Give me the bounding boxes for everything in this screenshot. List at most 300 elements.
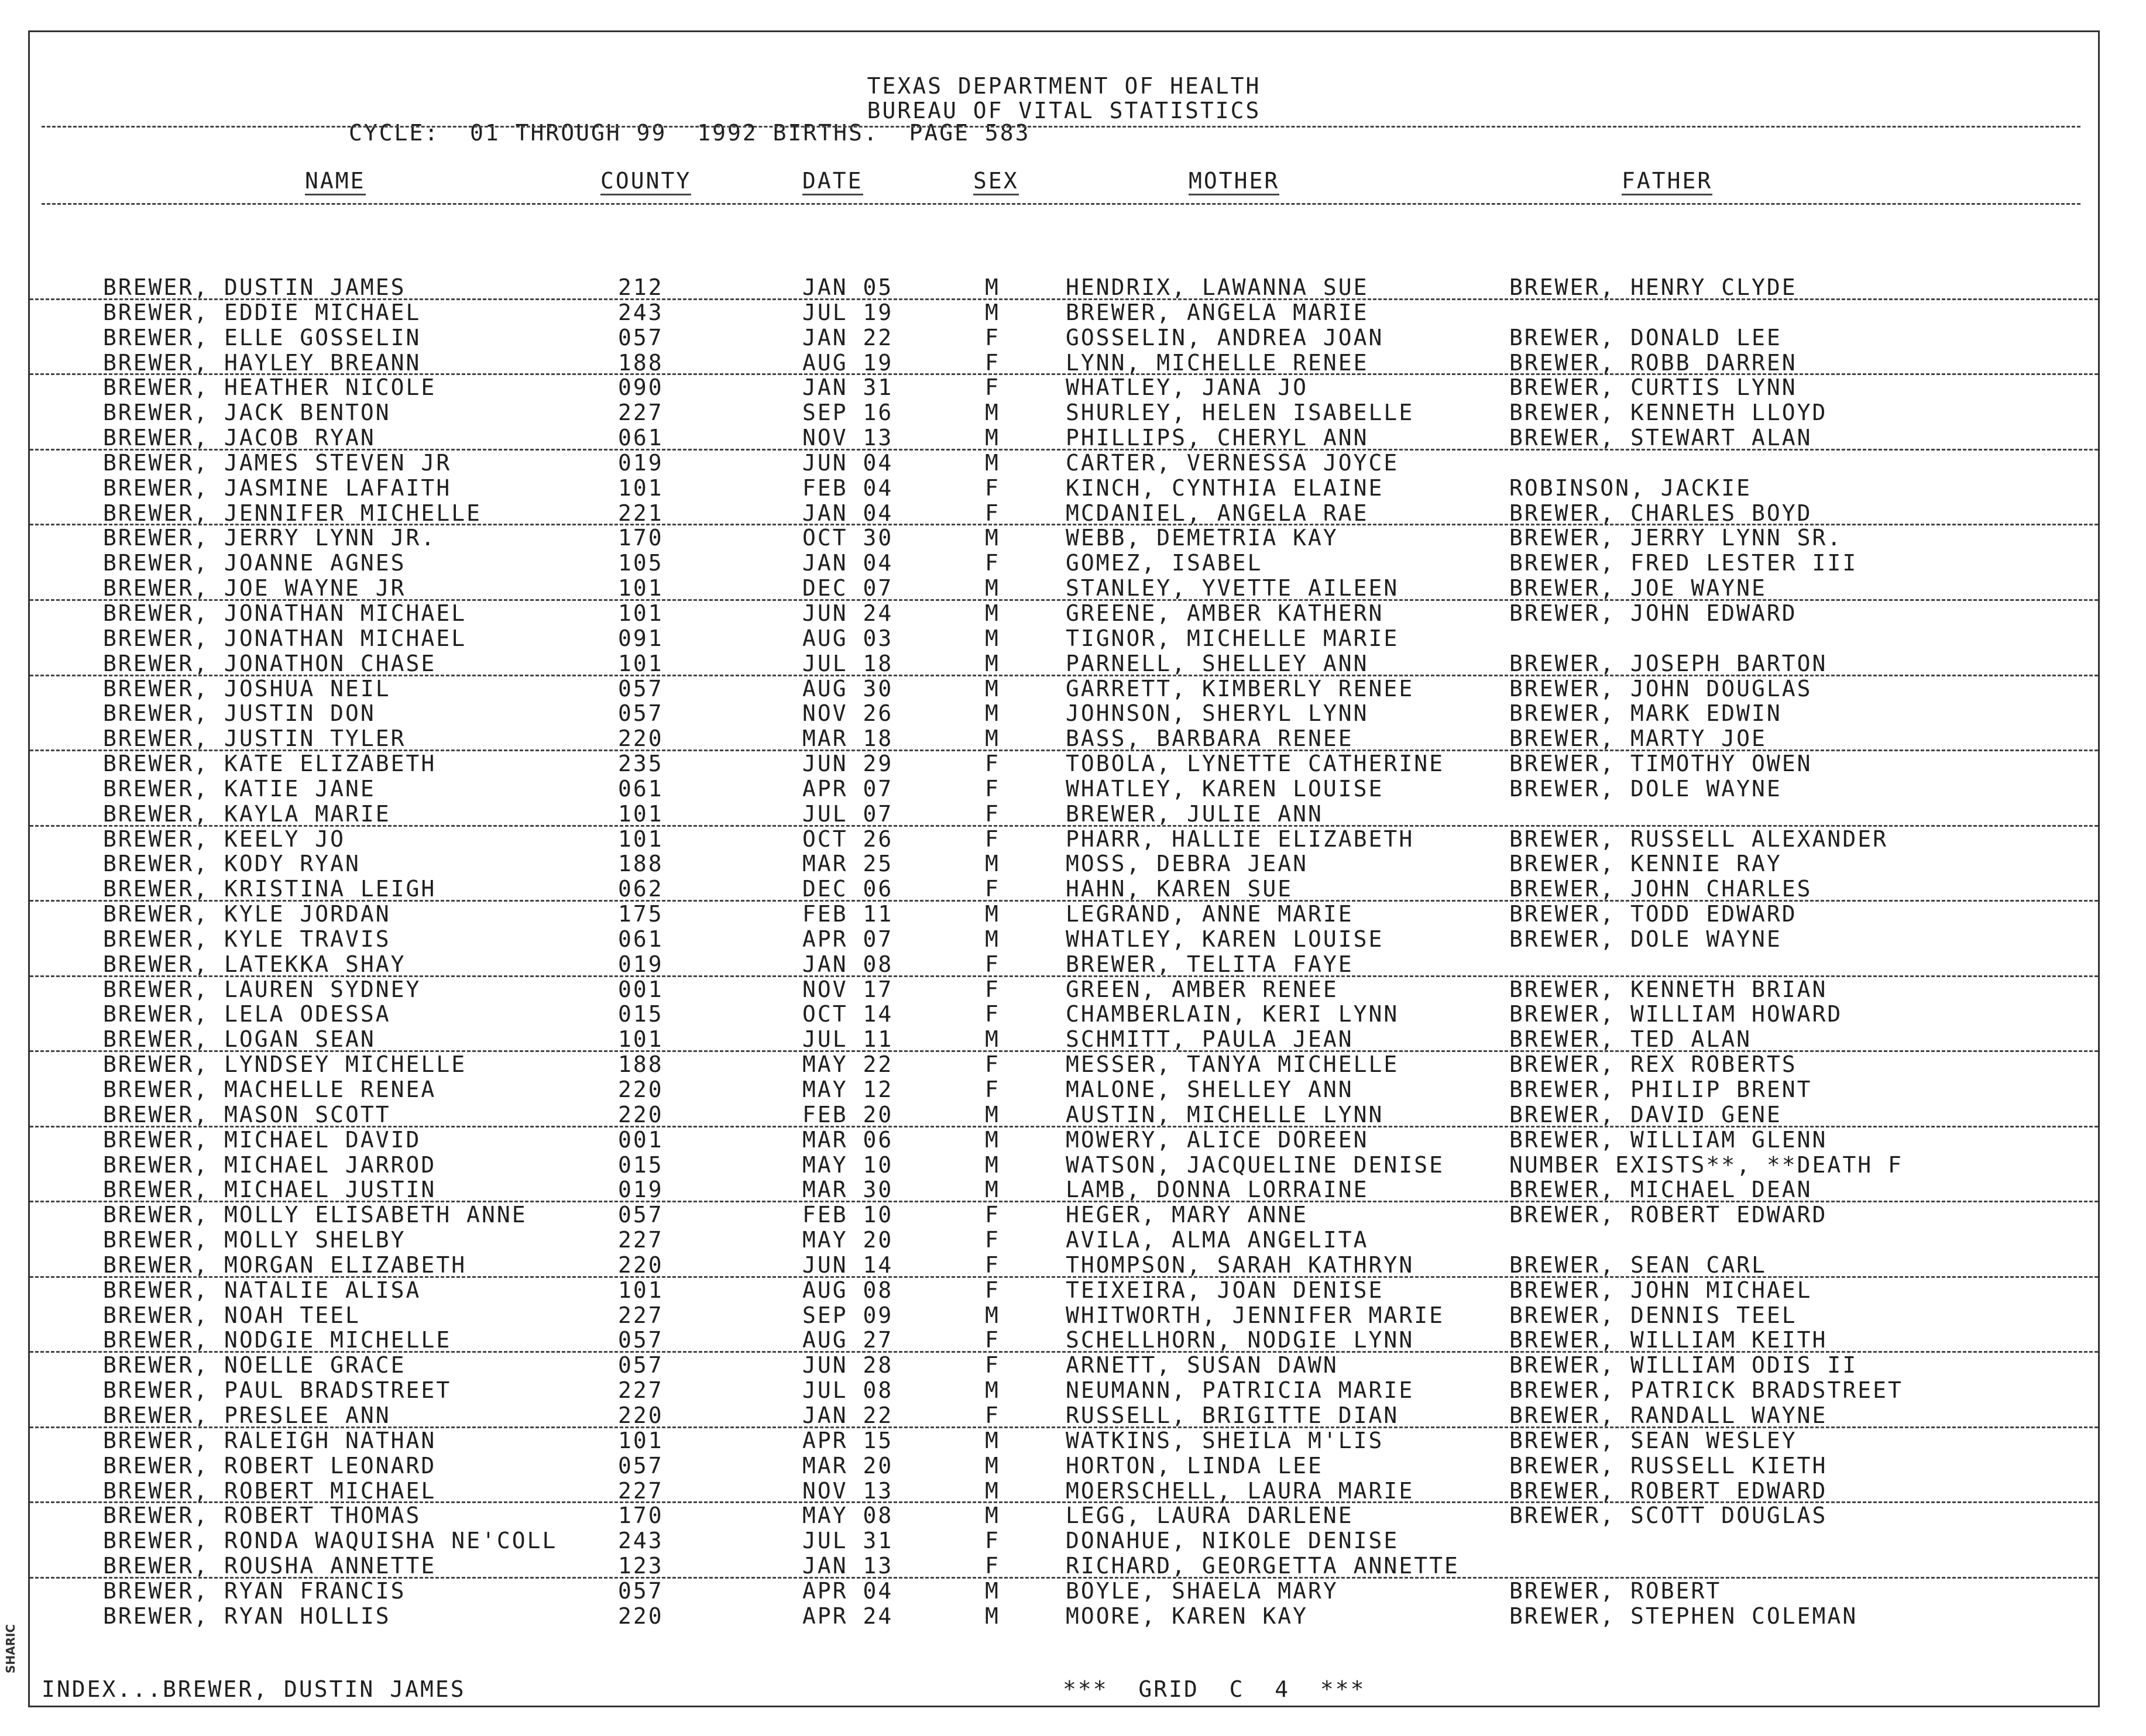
table-row — [30, 1328, 2098, 1353]
cell-name: BREWER, NATALIE ALISA — [103, 1277, 421, 1303]
table-row — [30, 1403, 2098, 1428]
cell-sex: M — [985, 901, 1000, 927]
cell-mother: GREENE, AMBER KATHERN — [1066, 600, 1384, 626]
cell-county: 091 — [618, 625, 664, 651]
cell-county: 227 — [618, 1302, 664, 1328]
cell-name: BREWER, RYAN FRANCIS — [103, 1577, 406, 1604]
cell-father: BREWER, ROBERT — [1509, 1577, 1722, 1604]
cell-county: 101 — [618, 475, 664, 501]
cell-sex: F — [985, 500, 1000, 526]
cell-name: BREWER, JACOB RYAN — [103, 425, 376, 451]
cell-father: BREWER, PATRICK BRADSTREET — [1509, 1377, 1903, 1404]
cell-mother: JOHNSON, SHERYL LYNN — [1066, 700, 1369, 727]
table-row — [30, 977, 2098, 1002]
cell-name: BREWER, MICHAEL JARROD — [103, 1151, 437, 1178]
cell-date: JAN 08 — [802, 951, 894, 977]
cell-county: 101 — [618, 1427, 664, 1453]
table-row — [30, 802, 2098, 827]
cell-date: FEB 10 — [802, 1202, 894, 1228]
cell-father: BREWER, RANDALL WAYNE — [1509, 1402, 1828, 1428]
table-row — [30, 350, 2098, 376]
cell-date: AUG 19 — [802, 349, 894, 376]
cell-father: BREWER, RUSSELL ALEXANDER — [1509, 826, 1888, 852]
cell-date: APR 07 — [802, 926, 894, 952]
cell-mother: KINCH, CYNTHIA ELAINE — [1066, 475, 1384, 501]
table-row — [30, 1253, 2098, 1278]
cell-father: BREWER, STEPHEN COLEMAN — [1509, 1603, 1858, 1629]
cell-sex: F — [985, 951, 1000, 977]
cell-sex: M — [985, 1427, 1000, 1453]
cell-sex: M — [985, 625, 1000, 651]
table-row — [30, 952, 2098, 977]
cell-mother: BREWER, ANGELA MARIE — [1066, 299, 1369, 325]
table-row — [30, 1303, 2098, 1328]
cell-name: BREWER, MICHAEL JUSTIN — [103, 1177, 437, 1203]
cell-county: 105 — [618, 550, 664, 576]
table-row — [30, 601, 2098, 626]
table-row — [30, 726, 2098, 751]
cell-name: BREWER, ROBERT MICHAEL — [103, 1477, 437, 1504]
cell-mother: GREEN, AMBER RENEE — [1066, 976, 1338, 1002]
cell-father: BREWER, MARK EDWIN — [1509, 700, 1782, 727]
cell-mother: PHILLIPS, CHERYL ANN — [1066, 425, 1369, 451]
cell-father: BREWER, JOHN MICHAEL — [1509, 1277, 1812, 1303]
cell-sex: F — [985, 751, 1000, 777]
cell-date: MAR 30 — [802, 1177, 894, 1203]
column-header-mother: MOTHER — [1189, 168, 1279, 195]
cell-sex: M — [985, 1477, 1000, 1504]
cell-father: BREWER, JOSEPH BARTON — [1509, 650, 1828, 676]
cell-mother: ARNETT, SUSAN DAWN — [1066, 1352, 1338, 1379]
cell-date: AUG 08 — [802, 1277, 894, 1303]
table-row — [30, 851, 2098, 876]
cell-name: BREWER, ROUSHA ANNETTE — [103, 1553, 437, 1579]
cell-date: APR 24 — [802, 1603, 894, 1629]
table-row — [30, 1604, 2098, 1629]
cell-county: 220 — [618, 1077, 664, 1102]
cell-date: MAY 12 — [802, 1077, 894, 1102]
cell-father: BREWER, TODD EDWARD — [1509, 901, 1797, 927]
cell-father: BREWER, MARTY JOE — [1509, 726, 1767, 752]
cell-mother: AUSTIN, MICHELLE LYNN — [1066, 1101, 1384, 1127]
cell-date: SEP 16 — [802, 400, 894, 426]
cell-name: BREWER, LYNDSEY MICHELLE — [103, 1051, 467, 1078]
cell-mother: GARRETT, KIMBERLY RENEE — [1066, 675, 1414, 702]
cell-father: BREWER, SEAN CARL — [1509, 1252, 1767, 1278]
cell-father: BREWER, DAVID GENE — [1509, 1101, 1782, 1127]
cell-date: JAN 04 — [802, 500, 894, 526]
cell-father: BREWER, JOE WAYNE — [1509, 575, 1767, 601]
cell-date: DEC 07 — [802, 575, 894, 601]
table-row — [30, 425, 2098, 451]
cell-mother: GOMEZ, ISABEL — [1066, 550, 1263, 576]
table-row — [30, 551, 2098, 576]
cell-date: MAY 10 — [802, 1151, 894, 1178]
cell-mother: BASS, BARBARA RENEE — [1066, 726, 1354, 752]
cell-father: BREWER, TED ALAN — [1509, 1026, 1752, 1053]
cell-sex: F — [985, 876, 1000, 902]
cell-county: 057 — [618, 324, 664, 350]
cell-name: BREWER, JERRY LYNN JR. — [103, 525, 437, 551]
cell-date: JAN 22 — [802, 324, 894, 350]
table-row — [30, 751, 2098, 776]
cell-sex: M — [985, 1302, 1000, 1328]
table-row — [30, 275, 2098, 300]
table-row — [30, 902, 2098, 927]
cell-date: OCT 30 — [802, 525, 894, 551]
cell-name: BREWER, JOANNE AGNES — [103, 550, 406, 576]
cell-county: 188 — [618, 349, 664, 376]
cell-county: 101 — [618, 650, 664, 676]
cell-county: 061 — [618, 926, 664, 952]
register-page — [28, 30, 2100, 1707]
cell-sex: M — [985, 274, 1000, 300]
cell-name: BREWER, LATEKKA SHAY — [103, 951, 406, 977]
table-row — [30, 1202, 2098, 1228]
cell-sex: M — [985, 600, 1000, 626]
cell-sex: F — [985, 1202, 1000, 1228]
cell-sex: M — [985, 700, 1000, 727]
cell-father: BREWER, WILLIAM KEITH — [1509, 1327, 1828, 1353]
cell-name: BREWER, RYAN HOLLIS — [103, 1603, 391, 1629]
cell-date: NOV 17 — [802, 976, 894, 1002]
cell-sex: M — [985, 1377, 1000, 1404]
cell-sex: F — [985, 1077, 1000, 1102]
cell-sex: M — [985, 449, 1000, 476]
cell-date: OCT 26 — [802, 826, 894, 852]
cell-sex: M — [985, 650, 1000, 676]
cell-mother: HORTON, LINDA LEE — [1066, 1452, 1323, 1479]
cell-date: JUL 19 — [802, 299, 894, 325]
cell-county: 001 — [618, 1126, 664, 1153]
cell-sex: F — [985, 800, 1000, 827]
cell-sex: F — [985, 1051, 1000, 1078]
side-label: SHARIC — [4, 1624, 18, 1673]
cell-name: BREWER, JONATHAN MICHAEL — [103, 625, 467, 651]
cell-mother: PARNELL, SHELLEY ANN — [1066, 650, 1369, 676]
cell-mother: TIGNOR, MICHELLE MARIE — [1066, 625, 1399, 651]
cell-father: BREWER, STEWART ALAN — [1509, 425, 1812, 451]
cell-mother: DONAHUE, NIKOLE DENISE — [1066, 1528, 1399, 1554]
table-row — [30, 1228, 2098, 1253]
cell-date: DEC 06 — [802, 876, 894, 902]
table-row — [30, 1153, 2098, 1178]
cell-mother: MALONE, SHELLEY ANN — [1066, 1077, 1354, 1102]
table-row — [30, 1278, 2098, 1303]
cell-mother: MESSER, TANYA MICHELLE — [1066, 1051, 1399, 1078]
cell-name: BREWER, JAMES STEVEN JR — [103, 449, 452, 476]
table-row — [30, 451, 2098, 476]
cell-sex: F — [985, 374, 1000, 401]
divider — [42, 203, 2080, 205]
cell-county: 212 — [618, 274, 664, 300]
table-row — [30, 651, 2098, 676]
cell-name: BREWER, JOE WAYNE JR — [103, 575, 406, 601]
cell-date: NOV 13 — [802, 1477, 894, 1504]
cell-date: FEB 11 — [802, 901, 894, 927]
cell-mother: WATSON, JACQUELINE DENISE — [1066, 1151, 1444, 1178]
cell-father: BREWER, KENNETH LLOYD — [1509, 400, 1828, 426]
cell-county: 061 — [618, 775, 664, 802]
cell-father: NUMBER EXISTS**, **DEATH F — [1509, 1151, 1903, 1178]
cell-county: 015 — [618, 1151, 664, 1178]
cell-name: BREWER, JUSTIN DON — [103, 700, 376, 727]
cell-mother: GOSSELIN, ANDREA JOAN — [1066, 324, 1384, 350]
cell-county: 057 — [618, 1327, 664, 1353]
cell-father: BREWER, JOHN DOUGLAS — [1509, 675, 1812, 702]
cell-sex: M — [985, 1126, 1000, 1153]
table-row — [30, 576, 2098, 601]
cell-county: 227 — [618, 1227, 664, 1253]
table-row — [30, 776, 2098, 802]
cell-father: BREWER, JERRY LYNN SR. — [1509, 525, 1843, 551]
cell-sex: F — [985, 775, 1000, 802]
cell-county: 227 — [618, 1377, 664, 1404]
cell-county: 061 — [618, 425, 664, 451]
cell-county: 101 — [618, 1026, 664, 1053]
cell-name: BREWER, MOLLY SHELBY — [103, 1227, 406, 1253]
cell-name: BREWER, KODY RYAN — [103, 851, 360, 877]
cell-date: JUN 14 — [802, 1252, 894, 1278]
cell-father: BREWER, PHILIP BRENT — [1509, 1077, 1812, 1102]
cell-father: BREWER, CURTIS LYNN — [1509, 374, 1797, 401]
cell-county: 188 — [618, 851, 664, 877]
cell-father: BREWER, ROBERT EDWARD — [1509, 1202, 1828, 1228]
cell-sex: F — [985, 324, 1000, 350]
cell-name: BREWER, KYLE JORDAN — [103, 901, 391, 927]
cell-date: MAR 18 — [802, 726, 894, 752]
cell-mother: THOMPSON, SARAH KATHRYN — [1066, 1252, 1414, 1278]
cell-mother: RUSSELL, BRIGITTE DIAN — [1066, 1402, 1399, 1428]
cell-name: BREWER, DUSTIN JAMES — [103, 274, 406, 300]
divider — [42, 126, 2080, 128]
cell-sex: F — [985, 976, 1000, 1002]
cell-county: 019 — [618, 951, 664, 977]
cell-county: 101 — [618, 600, 664, 626]
cell-mother: NEUMANN, PATRICIA MARIE — [1066, 1377, 1414, 1404]
cell-date: FEB 04 — [802, 475, 894, 501]
cell-mother: WHATLEY, JANA JO — [1066, 374, 1309, 401]
cell-date: JUN 24 — [802, 600, 894, 626]
cell-sex: F — [985, 1227, 1000, 1253]
cell-date: JAN 05 — [802, 274, 894, 300]
table-row — [30, 827, 2098, 852]
cell-sex: M — [985, 525, 1000, 551]
cell-father: BREWER, ROBERT EDWARD — [1509, 1477, 1828, 1504]
cell-name: BREWER, NOAH TEEL — [103, 1302, 360, 1328]
table-row — [30, 1378, 2098, 1403]
cell-mother: MOSS, DEBRA JEAN — [1066, 851, 1309, 877]
cell-sex: M — [985, 1503, 1000, 1529]
cell-father: BREWER, DOLE WAYNE — [1509, 775, 1782, 802]
cell-date: JUN 04 — [802, 449, 894, 476]
cell-father: BREWER, REX ROBERTS — [1509, 1051, 1797, 1078]
cell-sex: F — [985, 550, 1000, 576]
cell-county: 220 — [618, 1603, 664, 1629]
cell-name: BREWER, PAUL BRADSTREET — [103, 1377, 452, 1404]
cell-father: BREWER, DENNIS TEEL — [1509, 1302, 1797, 1328]
cell-date: JAN 04 — [802, 550, 894, 576]
cell-sex: M — [985, 726, 1000, 752]
cell-date: NOV 13 — [802, 425, 894, 451]
cell-name: BREWER, PRESLEE ANN — [103, 1402, 391, 1428]
table-row — [30, 676, 2098, 702]
cell-name: BREWER, EDDIE MICHAEL — [103, 299, 421, 325]
cell-father: BREWER, CHARLES BOYD — [1509, 500, 1812, 526]
cell-name: BREWER, NODGIE MICHELLE — [103, 1327, 452, 1353]
cell-name: BREWER, ROBERT LEONARD — [103, 1452, 437, 1479]
cell-mother: BREWER, JULIE ANN — [1066, 800, 1323, 827]
cell-sex: F — [985, 349, 1000, 376]
cell-father: BREWER, TIMOTHY OWEN — [1509, 751, 1812, 777]
cell-name: BREWER, HAYLEY BREANN — [103, 349, 421, 376]
table-row — [30, 701, 2098, 726]
cell-father: BREWER, ROBB DARREN — [1509, 349, 1797, 376]
cell-name: BREWER, MASON SCOTT — [103, 1101, 391, 1127]
cell-name: BREWER, JASMINE LAFAITH — [103, 475, 452, 501]
cell-date: MAY 22 — [802, 1051, 894, 1078]
cell-county: 123 — [618, 1553, 664, 1579]
table-row — [30, 501, 2098, 526]
cell-date: JUN 28 — [802, 1352, 894, 1379]
cell-mother: TEIXEIRA, JOAN DENISE — [1066, 1277, 1384, 1303]
cell-father: BREWER, WILLIAM HOWARD — [1509, 1001, 1843, 1027]
cell-county: 019 — [618, 1177, 664, 1203]
table-row — [30, 476, 2098, 501]
cell-date: APR 07 — [802, 775, 894, 802]
cell-county: 101 — [618, 800, 664, 827]
cell-name: BREWER, HEATHER NICOLE — [103, 374, 437, 401]
cell-father: BREWER, JOHN EDWARD — [1509, 600, 1797, 626]
table-row — [30, 1127, 2098, 1153]
column-header-county: COUNTY — [600, 168, 691, 195]
cell-name: BREWER, RALEIGH NATHAN — [103, 1427, 437, 1453]
cell-county: 057 — [618, 1452, 664, 1479]
cell-sex: M — [985, 1026, 1000, 1053]
cell-date: FEB 20 — [802, 1101, 894, 1127]
table-row — [30, 1027, 2098, 1052]
table-row — [30, 1553, 2098, 1579]
bureau-title: BUREAU OF VITAL STATISTICS — [867, 98, 1261, 123]
column-header-name: NAME — [305, 168, 366, 195]
cell-mother: WHATLEY, KAREN LOUISE — [1066, 775, 1384, 802]
cell-name: BREWER, LELA ODESSA — [103, 1001, 391, 1027]
cell-county: 243 — [618, 1528, 664, 1554]
cell-mother: SCHELLHORN, NODGIE LYNN — [1066, 1327, 1414, 1353]
cell-date: JUL 11 — [802, 1026, 894, 1053]
cell-father: BREWER, DONALD LEE — [1509, 324, 1782, 350]
table-row — [30, 1353, 2098, 1378]
cell-father: BREWER, HENRY CLYDE — [1509, 274, 1797, 300]
cell-mother: MOORE, KAREN KAY — [1066, 1603, 1309, 1629]
cell-name: BREWER, JONATHON CHASE — [103, 650, 437, 676]
cell-father: BREWER, JOHN CHARLES — [1509, 876, 1812, 902]
cell-name: BREWER, JENNIFER MICHELLE — [103, 500, 482, 526]
cell-mother: AVILA, ALMA ANGELITA — [1066, 1227, 1369, 1253]
cell-date: JUN 29 — [802, 751, 894, 777]
cell-mother: BREWER, TELITA FAYE — [1066, 951, 1354, 977]
records-list — [30, 275, 2098, 1629]
table-row — [30, 1002, 2098, 1027]
cell-sex: M — [985, 1577, 1000, 1604]
cell-mother: CARTER, VERNESSA JOYCE — [1066, 449, 1399, 476]
cell-county: 220 — [618, 1402, 664, 1428]
cell-sex: F — [985, 1327, 1000, 1353]
table-row — [30, 1479, 2098, 1504]
cell-mother: HEGER, MARY ANNE — [1066, 1202, 1309, 1228]
cell-county: 057 — [618, 675, 664, 702]
cell-name: BREWER, JUSTIN TYLER — [103, 726, 406, 752]
table-row — [30, 300, 2098, 325]
cell-county: 057 — [618, 1202, 664, 1228]
cell-mother: HAHN, KAREN SUE — [1066, 876, 1293, 902]
cell-county: 015 — [618, 1001, 664, 1027]
cell-sex: M — [985, 675, 1000, 702]
cell-date: AUG 27 — [802, 1327, 894, 1353]
cell-father: BREWER, SCOTT DOUGLAS — [1509, 1503, 1828, 1529]
cell-mother: STANLEY, YVETTE AILEEN — [1066, 575, 1399, 601]
cell-name: BREWER, NOELLE GRACE — [103, 1352, 406, 1379]
cell-mother: MOERSCHELL, LAURA MARIE — [1066, 1477, 1414, 1504]
cell-name: BREWER, KATIE JANE — [103, 775, 376, 802]
cell-mother: CHAMBERLAIN, KERI LYNN — [1066, 1001, 1399, 1027]
grid-footer: *** GRID C 4 *** — [1063, 1676, 1366, 1702]
cell-sex: M — [985, 1177, 1000, 1203]
cell-mother: WEBB, DEMETRIA KAY — [1066, 525, 1338, 551]
table-row — [30, 400, 2098, 425]
cell-county: 220 — [618, 1101, 664, 1127]
cell-county: 170 — [618, 1503, 664, 1529]
cell-county: 235 — [618, 751, 664, 777]
cell-mother: LYNN, MICHELLE RENEE — [1066, 349, 1369, 376]
cell-sex: F — [985, 1001, 1000, 1027]
cell-sex: F — [985, 1553, 1000, 1579]
cell-mother: RICHARD, GEORGETTA ANNETTE — [1066, 1553, 1460, 1579]
cell-name: BREWER, MICHAEL DAVID — [103, 1126, 421, 1153]
cell-name: BREWER, KAYLA MARIE — [103, 800, 391, 827]
cell-sex: F — [985, 1402, 1000, 1428]
cell-date: AUG 03 — [802, 625, 894, 651]
cell-date: JUL 31 — [802, 1528, 894, 1554]
cell-father: BREWER, WILLIAM ODIS II — [1509, 1352, 1858, 1379]
cell-mother: WHATLEY, KAREN LOUISE — [1066, 926, 1384, 952]
cell-date: OCT 14 — [802, 1001, 894, 1027]
cell-sex: M — [985, 575, 1000, 601]
cell-mother: LAMB, DONNA LORRAINE — [1066, 1177, 1369, 1203]
cell-date: APR 04 — [802, 1577, 894, 1604]
cell-sex: M — [985, 1151, 1000, 1178]
cell-father: ROBINSON, JACKIE — [1509, 475, 1752, 501]
cell-county: 220 — [618, 1252, 664, 1278]
cell-name: BREWER, ROBERT THOMAS — [103, 1503, 421, 1529]
table-row — [30, 325, 2098, 350]
cell-county: 057 — [618, 1352, 664, 1379]
cell-mother: HENDRIX, LAWANNA SUE — [1066, 274, 1369, 300]
cell-date: JAN 13 — [802, 1553, 894, 1579]
cell-mother: SHURLEY, HELEN ISABELLE — [1066, 400, 1414, 426]
cell-county: 101 — [618, 575, 664, 601]
table-row — [30, 375, 2098, 400]
cell-county: 243 — [618, 299, 664, 325]
cell-mother: LEGRAND, ANNE MARIE — [1066, 901, 1354, 927]
cell-sex: F — [985, 826, 1000, 852]
cell-sex: M — [985, 1452, 1000, 1479]
cell-sex: M — [985, 425, 1000, 451]
cell-county: 001 — [618, 976, 664, 1002]
cell-sex: F — [985, 1528, 1000, 1554]
cell-mother: LEGG, LAURA DARLENE — [1066, 1503, 1354, 1529]
cell-name: BREWER, LAUREN SYDNEY — [103, 976, 421, 1002]
